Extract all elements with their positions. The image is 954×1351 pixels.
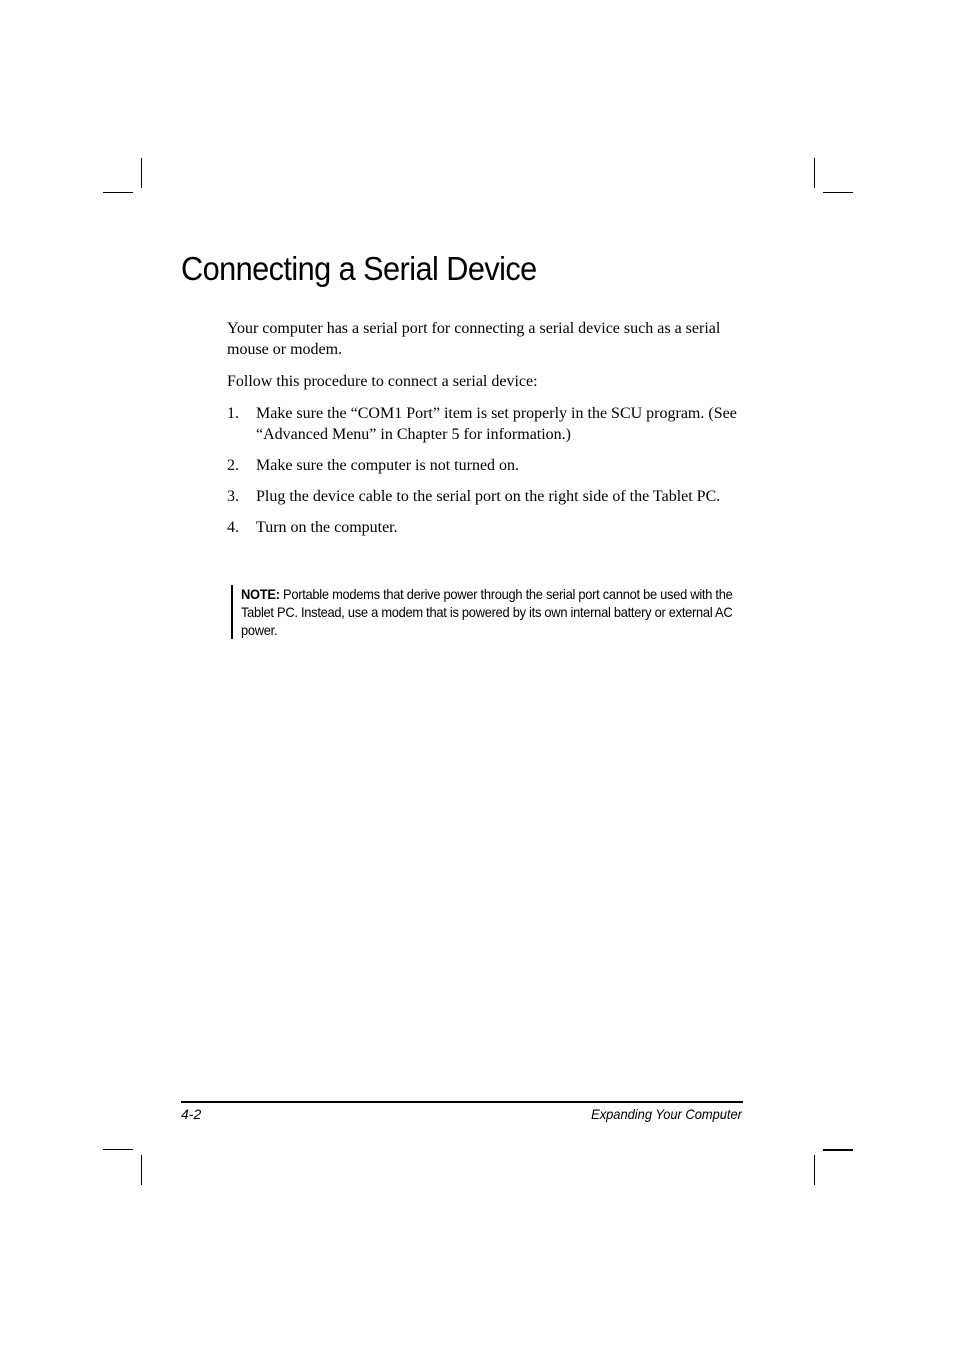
step-number: 3. [227,488,239,505]
footer-section-title: Expanding Your Computer [591,1106,742,1122]
note-text: Portable modems that derive power through the serial port cannot be used with the Tablet PC. Instead, use a modem that is powered by its own internal battery or external AC power. [241,586,733,638]
procedure-intro: Follow this procedure to connect a serial device: [227,373,538,390]
step-number: 2. [227,457,239,474]
crop-mark-top-left-vertical [141,158,142,188]
crop-mark-top-right-vertical [814,158,815,188]
step-number: 4. [227,519,239,536]
crop-mark-top-left-horizontal [103,192,133,193]
crop-mark-bottom-left-horizontal [103,1149,133,1150]
crop-mark-top-right-horizontal [823,192,853,193]
step-item [227,517,747,538]
note-box [231,585,753,639]
footer-page-number: 4-2 [181,1106,202,1122]
step-text: Make sure the computer is not turned on. [256,457,520,474]
step-item [227,486,747,507]
page-title: Connecting a Serial Device [181,250,537,287]
step-number: 1. [227,405,239,422]
crop-mark-bottom-right-vertical [814,1155,815,1185]
crop-mark-bottom-left-vertical [141,1155,142,1185]
step-text: Make sure the “COM1 Port” item is set properly in the SCU program. (See “Advanced Menu” in Chapter 5 for information.) [256,405,737,443]
note-label: NOTE: [241,586,280,602]
step-text: Plug the device cable to the serial port on the right side of the Tablet PC. [256,488,721,505]
step-item [227,403,747,445]
footer-rule [181,1101,743,1103]
intro-paragraph: Your computer has a serial port for connecting a serial device such as a serial mouse or modem. [227,320,721,358]
procedure-steps [227,403,747,538]
body-content [227,318,747,548]
crop-mark-bottom-right-horizontal [823,1149,853,1151]
step-item [227,455,747,476]
step-text: Turn on the computer. [256,519,398,536]
